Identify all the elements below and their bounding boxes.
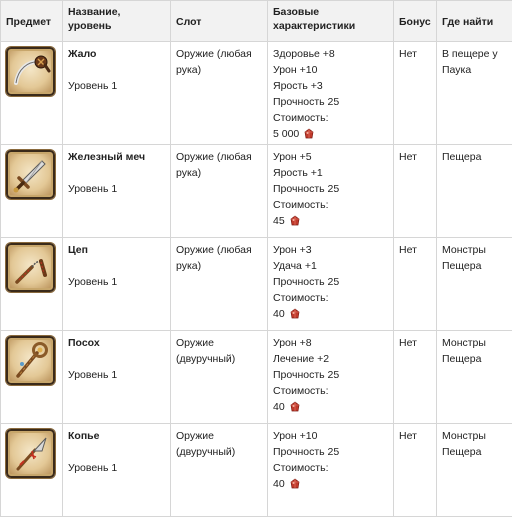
column-header-slot: Слот (171, 1, 268, 42)
item-cost (273, 126, 388, 142)
item-bonus-cell (394, 145, 437, 238)
item-name-cell (63, 424, 171, 517)
item-stat-line: Прочность 25 (273, 444, 388, 460)
table-row (1, 424, 512, 517)
item-name[interactable]: Железный меч (68, 149, 165, 165)
item-level: Уровень 1 (68, 367, 165, 383)
item-location: Монстры Пещера (437, 331, 512, 369)
item-stat-line: Удача +1 (273, 258, 388, 274)
item-bonus-cell (394, 424, 437, 517)
table-row (1, 331, 512, 424)
item-where-cell (437, 42, 512, 145)
column-header-where: Где найти (437, 1, 512, 42)
item-stat-line: Урон +5 (273, 149, 388, 165)
item-cost (273, 306, 388, 322)
item-stats-cell (268, 145, 394, 238)
item-bonus: Нет (394, 145, 436, 167)
item-cost-value: 40 (273, 476, 285, 492)
item-level: Уровень 1 (68, 181, 165, 197)
item-name[interactable]: Цеп (68, 242, 165, 258)
item-bonus-cell (394, 238, 437, 331)
item-where-cell (437, 238, 512, 331)
item-cost (273, 399, 388, 415)
column-header-name: Название, уровень (63, 1, 171, 42)
red-gem-icon (289, 308, 301, 320)
item-icon-cell (1, 331, 63, 424)
column-header-item: Предмет (1, 1, 63, 42)
column-header-stats: Базовые характеристики (268, 1, 394, 42)
item-slot-cell (171, 145, 268, 238)
item-bonus: Нет (394, 42, 436, 64)
item-where-cell (437, 424, 512, 517)
red-gem-icon (303, 128, 315, 140)
item-where-cell (437, 331, 512, 424)
item-stat-line: Стоимость: (273, 197, 388, 213)
item-name-cell (63, 238, 171, 331)
table-row (1, 42, 512, 145)
table-header-row (1, 1, 512, 42)
item-stat-line: Прочность 25 (273, 367, 388, 383)
item-stat-line: Лечение +2 (273, 351, 388, 367)
item-location: В пещере у Паука (437, 42, 512, 80)
flail-icon[interactable] (6, 243, 55, 292)
item-where-cell (437, 145, 512, 238)
item-icon-cell (1, 145, 63, 238)
table-row (1, 238, 512, 331)
item-slot: Оружие (любая рука) (171, 145, 267, 183)
item-slot: Оружие (двуручный) (171, 331, 267, 369)
item-bonus-cell (394, 331, 437, 424)
item-stats-cell (268, 424, 394, 517)
item-stat-line: Урон +8 (273, 335, 388, 351)
item-stat-line: Ярость +3 (273, 78, 388, 94)
item-level: Уровень 1 (68, 460, 165, 476)
column-header-bonus: Бонус (394, 1, 437, 42)
item-stat-line: Стоимость: (273, 460, 388, 476)
item-stat-line: Стоимость: (273, 290, 388, 306)
item-name[interactable]: Жало (68, 46, 165, 62)
item-cost-value: 40 (273, 306, 285, 322)
item-bonus: Нет (394, 424, 436, 446)
item-stat-line: Прочность 25 (273, 94, 388, 110)
item-stat-line: Стоимость: (273, 110, 388, 126)
item-cost-value: 40 (273, 399, 285, 415)
item-stats-cell (268, 238, 394, 331)
item-stat-line: Урон +10 (273, 428, 388, 444)
red-gem-icon (289, 401, 301, 413)
item-slot: Оружие (двуручный) (171, 424, 267, 462)
item-stat-line: Прочность 25 (273, 181, 388, 197)
item-stat-line: Урон +3 (273, 242, 388, 258)
item-level: Уровень 1 (68, 78, 165, 94)
item-name[interactable]: Копье (68, 428, 165, 444)
spear-icon[interactable] (6, 429, 55, 478)
sting-weapon-icon[interactable] (6, 47, 55, 96)
item-bonus: Нет (394, 331, 436, 353)
item-slot: Оружие (любая рука) (171, 238, 267, 276)
item-stats-cell (268, 331, 394, 424)
item-slot-cell (171, 238, 268, 331)
item-name-cell (63, 145, 171, 238)
item-slot-cell (171, 424, 268, 517)
table-row (1, 145, 512, 238)
item-stat-line: Здоровье +8 (273, 46, 388, 62)
item-stat-line: Стоимость: (273, 383, 388, 399)
item-cost-value: 45 (273, 213, 285, 229)
item-slot: Оружие (любая рука) (171, 42, 267, 80)
item-cost (273, 213, 388, 229)
item-location: Монстры Пещера (437, 424, 512, 462)
item-stats-cell (268, 42, 394, 145)
item-name[interactable]: Посох (68, 335, 165, 351)
iron-sword-icon[interactable] (6, 150, 55, 199)
item-name-cell (63, 331, 171, 424)
red-gem-icon (289, 478, 301, 490)
staff-icon[interactable] (6, 336, 55, 385)
item-icon-cell (1, 42, 63, 145)
item-bonus-cell (394, 42, 437, 145)
item-slot-cell (171, 331, 268, 424)
item-stat-line: Ярость +1 (273, 165, 388, 181)
item-level: Уровень 1 (68, 274, 165, 290)
item-icon-cell (1, 424, 63, 517)
item-location: Пещера (437, 145, 512, 167)
item-cost-value: 5 000 (273, 126, 299, 142)
item-name-cell (63, 42, 171, 145)
red-gem-icon (289, 215, 301, 227)
item-cost (273, 476, 388, 492)
item-location: Монстры Пещера (437, 238, 512, 276)
item-icon-cell (1, 238, 63, 331)
item-slot-cell (171, 42, 268, 145)
item-bonus: Нет (394, 238, 436, 260)
item-stat-line: Урон +10 (273, 62, 388, 78)
item-stat-line: Прочность 25 (273, 274, 388, 290)
